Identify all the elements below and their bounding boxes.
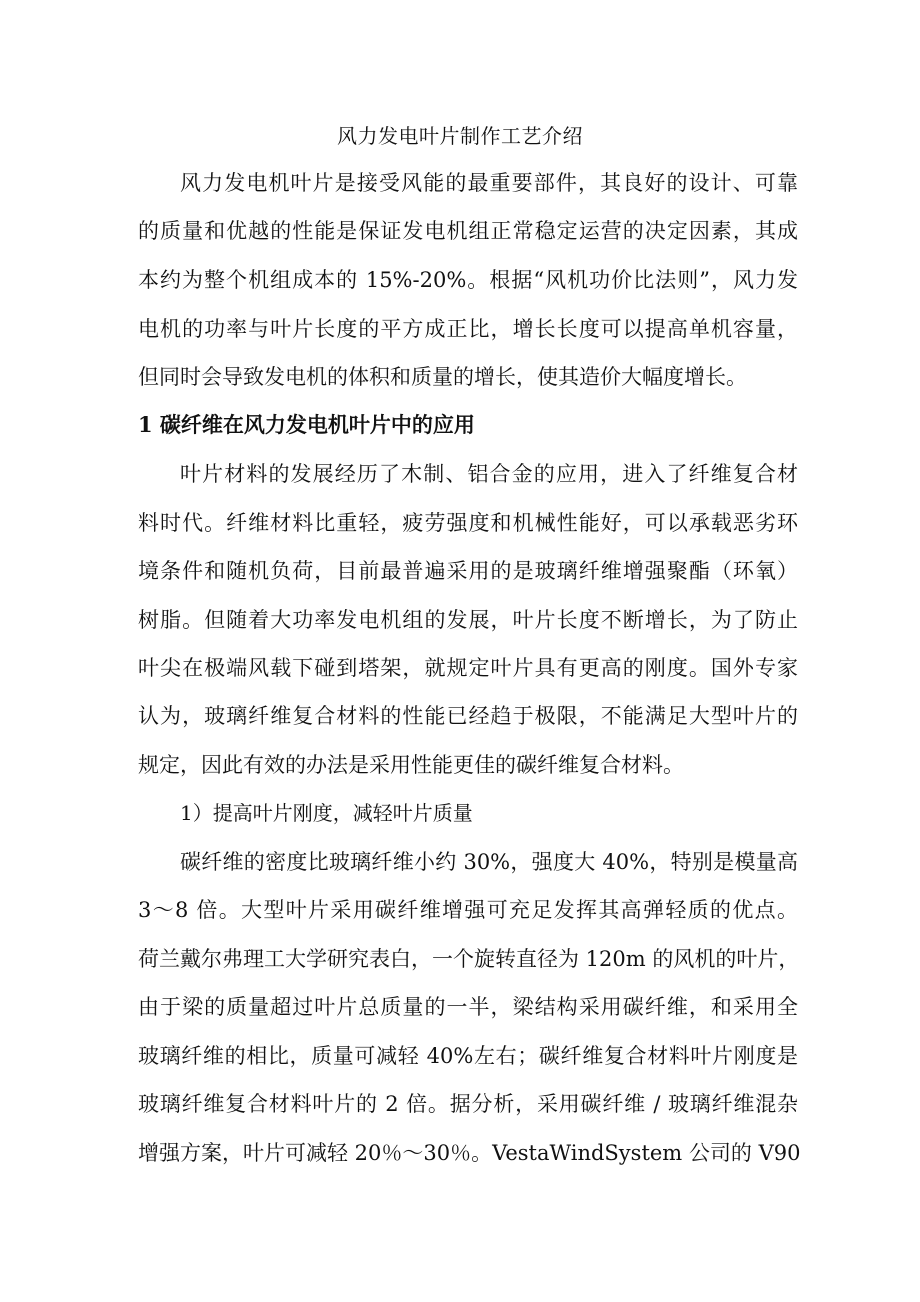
intro-line: 风力发电机叶片是接受风能的最重要部件，其良好的设计、可靠 — [180, 171, 798, 195]
intro-line: 本约为整个机组成本的 15%-20%。根据“风机功价比法则”，风力发 — [138, 268, 798, 292]
intro-line: 的质量和优越的性能是保证发电机组正常稳定运营的决定因素，其成 — [138, 219, 798, 243]
body-line: 荷兰戴尔弗理工大学研究表白，一个旋转直径为 120m 的风机的叶片， — [138, 947, 800, 971]
body-line: 增强方案，叶片可减轻 20％～30％。VestaWindSystem 公司的 V90 — [138, 1141, 801, 1165]
body-line: 叶尖在极端风载下碰到塔架，就规定叶片具有更高的刚度。国外专家 — [138, 656, 798, 680]
body-line: 玻璃纤维复合材料叶片的 2 倍。据分析，采用碳纤维 / 玻璃纤维混杂 — [138, 1092, 798, 1116]
intro-line: 但同时会导致发电机的体积和质量的增长，使其造价大幅度增长。 — [138, 365, 747, 389]
body-line: 碳纤维的密度比玻璃纤维小约 30%，强度大 40%，特别是模量高 — [180, 850, 798, 874]
body-line: 叶片材料的发展经历了木制、铝合金的应用，进入了纤维复合材 — [180, 462, 798, 486]
subsection-heading: 1）提高叶片刚度，减轻叶片质量 — [180, 801, 473, 825]
page-title: 风力发电叶片制作工艺介绍 — [337, 124, 583, 148]
body-line: 玻璃纤维的相比，质量可减轻 40%左右；碳纤维复合材料叶片刚度是 — [138, 1044, 798, 1068]
body-line: 由于梁的质量超过叶片总质量的一半，梁结构采用碳纤维，和采用全 — [138, 995, 798, 1019]
body-line: 认为，玻璃纤维复合材料的性能已经趋于极限，不能满足大型叶片的 — [138, 704, 798, 728]
intro-line: 电机的功率与叶片长度的平方成正比，增长长度可以提高单机容量， — [138, 317, 798, 341]
body-line: 3～8 倍。大型叶片采用碳纤维增强可充足发挥其高弹轻质的优点。 — [138, 898, 798, 922]
body-line: 境条件和随机负荷，目前最普遍采用的是玻璃纤维增强聚酯（环氧） — [138, 559, 798, 583]
body-line: 规定，因此有效的办法是采用性能更佳的碳纤维复合材料。 — [138, 753, 684, 777]
section-heading: 1 碳纤维在风力发电机叶片中的应用 — [138, 412, 475, 437]
body-line: 料时代。纤维材料比重轻，疲劳强度和机械性能好，可以承载恶劣环 — [138, 511, 798, 535]
body-line: 树脂。但随着大功率发电机组的发展，叶片长度不断增长，为了防止 — [138, 608, 798, 632]
